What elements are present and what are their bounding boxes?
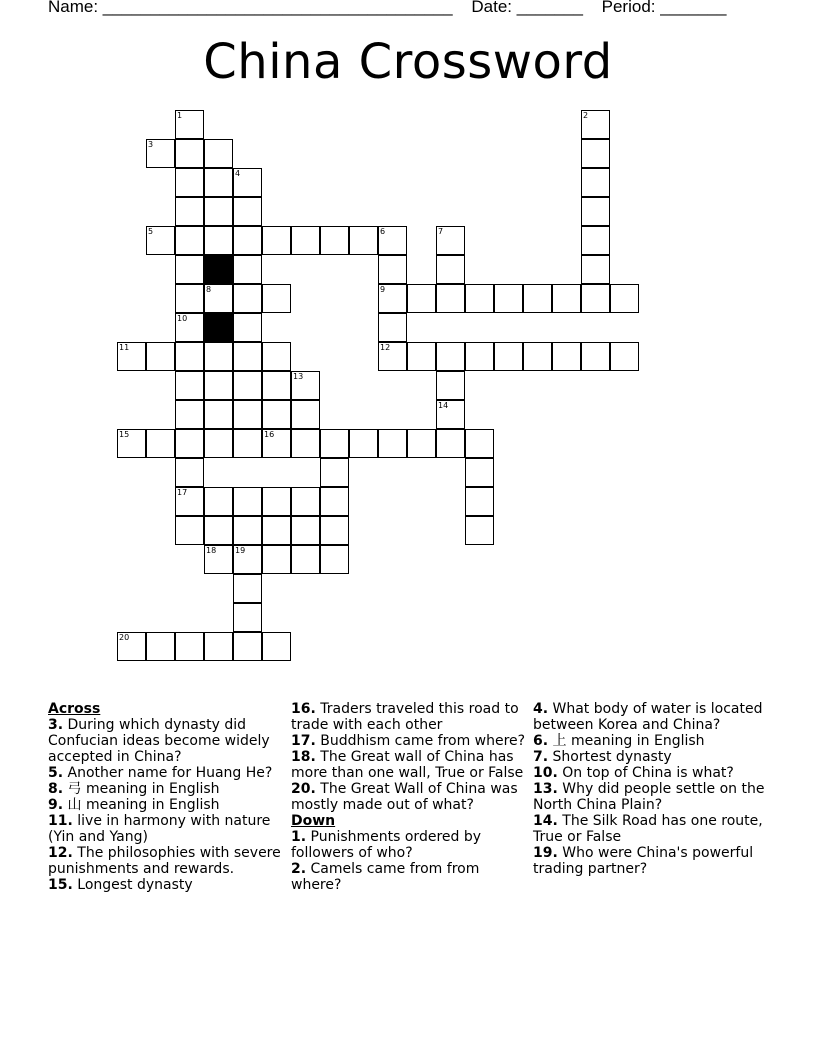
crossword-cell[interactable] [581, 168, 610, 197]
clue-item-text: Why did people settle on the North China Plain? [533, 781, 765, 813]
crossword-cell[interactable] [378, 226, 407, 255]
crossword-cell[interactable] [320, 429, 349, 458]
clue-item-number: 9. [48, 797, 64, 813]
name-field-label: Name: _____________________________________ [48, 0, 453, 16]
crossword-cell[interactable] [581, 110, 610, 139]
clue-item-text: What body of water is located between Korea and China? [533, 701, 763, 733]
clue-item-number: 12. [48, 845, 73, 861]
crossword-cell[interactable] [117, 429, 146, 458]
clue-number: 3 [148, 140, 154, 149]
crossword-cell[interactable] [465, 429, 494, 458]
crossword-cell[interactable] [233, 255, 262, 284]
crossword-cell[interactable] [233, 574, 262, 603]
clue-number: 6 [380, 227, 386, 236]
crossword-cell[interactable] [262, 342, 291, 371]
crossword-cell[interactable] [436, 429, 465, 458]
crossword-cell[interactable] [204, 400, 233, 429]
clue-item-number: 16. [291, 701, 316, 717]
crossword-cell[interactable] [581, 255, 610, 284]
crossword-cell[interactable] [175, 226, 204, 255]
crossword-cell[interactable] [233, 342, 262, 371]
crossword-cell[interactable] [291, 516, 320, 545]
clue-item [533, 701, 769, 733]
crossword-cell[interactable] [233, 603, 262, 632]
crossword-cell[interactable] [465, 284, 494, 313]
crossword-block [204, 313, 233, 342]
page-title: China Crossword [203, 34, 613, 90]
crossword-cell[interactable] [175, 400, 204, 429]
clue-column-3 [533, 701, 769, 877]
crossword-cell[interactable] [349, 429, 378, 458]
clue-item-number: 19. [533, 845, 558, 861]
clue-number: 12 [380, 343, 391, 352]
crossword-cell[interactable] [523, 342, 552, 371]
crossword-cell[interactable] [262, 400, 291, 429]
crossword-cell[interactable] [146, 632, 175, 661]
clue-item-text: Longest dynasty [72, 877, 193, 893]
clue-number: 17 [177, 488, 188, 497]
date-field-label: Date: _______ [471, 0, 583, 16]
crossword-cell[interactable] [378, 429, 407, 458]
clue-item-number: 20. [291, 781, 316, 797]
crossword-cell[interactable] [175, 458, 204, 487]
crossword-cell[interactable] [610, 284, 639, 313]
crossword-cell[interactable] [465, 516, 494, 545]
crossword-cell[interactable] [552, 284, 581, 313]
clue-item-number: 11. [48, 813, 73, 829]
crossword-cell[interactable] [175, 168, 204, 197]
clue-item [48, 797, 284, 813]
clue-item-text: 弓 meaning in English [63, 781, 220, 797]
clue-item [533, 813, 769, 845]
clue-item-text: The philosophies with severe punishments and rewards. [48, 845, 281, 877]
clue-item-number: 2. [291, 861, 307, 877]
clue-item-number: 15. [48, 877, 73, 893]
clue-number: 16 [264, 430, 275, 439]
clue-item-number: 3. [48, 717, 64, 733]
crossword-cell[interactable] [436, 284, 465, 313]
clue-item-text: The Great wall of China has more than one wall, True or False [291, 749, 524, 781]
clue-item-text: 山 meaning in English [63, 797, 220, 813]
crossword-cell[interactable] [146, 429, 175, 458]
crossword-cell[interactable] [204, 516, 233, 545]
clue-item [48, 845, 284, 877]
crossword-cell[interactable] [465, 487, 494, 516]
clue-item [533, 781, 769, 813]
clue-item-number: 5. [48, 765, 64, 781]
crossword-cell[interactable] [204, 371, 233, 400]
across-heading: Across [48, 701, 101, 717]
crossword-cell[interactable] [291, 545, 320, 574]
clue-item-text: The Silk Road has one route, True or False [533, 813, 763, 845]
clue-item [48, 877, 284, 893]
crossword-cell[interactable] [175, 284, 204, 313]
crossword-cell[interactable] [175, 632, 204, 661]
clue-item [48, 781, 284, 797]
clue-item [291, 861, 527, 893]
down-heading: Down [291, 813, 336, 829]
crossword-cell[interactable] [436, 226, 465, 255]
clue-item-number: 13. [533, 781, 558, 797]
clue-item-text: On top of China is what? [557, 765, 734, 781]
clue-item [533, 845, 769, 877]
clue-item-text: During which dynasty did Confucian ideas become widely accepted in China? [48, 717, 270, 765]
crossword-cell[interactable] [349, 226, 378, 255]
clue-number: 9 [380, 285, 386, 294]
crossword-cell[interactable] [552, 342, 581, 371]
crossword-cell[interactable] [204, 226, 233, 255]
clue-item-text: Shortest dynasty [548, 749, 672, 765]
clue-item-text: Buddhism came from where? [315, 733, 526, 749]
crossword-cell[interactable] [233, 371, 262, 400]
clue-item [291, 781, 527, 813]
crossword-cell[interactable] [581, 139, 610, 168]
crossword-cell[interactable] [204, 284, 233, 313]
crossword-cell[interactable] [320, 487, 349, 516]
crossword-cell[interactable] [407, 342, 436, 371]
crossword-cell[interactable] [262, 429, 291, 458]
clue-item [48, 765, 284, 781]
clue-number: 15 [119, 430, 130, 439]
crossword-cell[interactable] [233, 168, 262, 197]
clue-item-number: 18. [291, 749, 316, 765]
clue-item [533, 765, 769, 781]
crossword-cell[interactable] [204, 342, 233, 371]
clue-number: 13 [293, 372, 304, 381]
clue-item [48, 717, 284, 765]
crossword-cell[interactable] [436, 255, 465, 284]
clue-number: 7 [438, 227, 444, 236]
crossword-cell[interactable] [175, 313, 204, 342]
crossword-cell[interactable] [436, 371, 465, 400]
clue-number: 19 [235, 546, 246, 555]
clue-item-number: 1. [291, 829, 307, 845]
crossword-cell[interactable] [146, 139, 175, 168]
clue-number: 10 [177, 314, 188, 323]
clue-item [291, 733, 527, 749]
crossword-cell[interactable] [233, 429, 262, 458]
crossword-cell[interactable] [204, 545, 233, 574]
crossword-cell[interactable] [233, 197, 262, 226]
crossword-cell[interactable] [175, 429, 204, 458]
clue-item [533, 733, 769, 749]
crossword-cell[interactable] [378, 255, 407, 284]
crossword-cell[interactable] [378, 342, 407, 371]
clue-item-text: Punishments ordered by followers of who? [291, 829, 482, 861]
crossword-cell[interactable] [610, 342, 639, 371]
crossword-cell[interactable] [117, 342, 146, 371]
crossword-cell[interactable] [291, 429, 320, 458]
crossword-cell[interactable] [233, 487, 262, 516]
crossword-cell[interactable] [320, 226, 349, 255]
clue-item-number: 8. [48, 781, 64, 797]
crossword-cell[interactable] [204, 429, 233, 458]
clue-item-number: 7. [533, 749, 549, 765]
clue-item-number: 6. [533, 733, 549, 749]
crossword-cell[interactable] [233, 284, 262, 313]
crossword-cell[interactable] [175, 371, 204, 400]
crossword-cell[interactable] [204, 632, 233, 661]
clue-number: 14 [438, 401, 449, 410]
crossword-cell[interactable] [581, 197, 610, 226]
crossword-cell[interactable] [378, 313, 407, 342]
clue-number: 4 [235, 169, 241, 178]
clue-item-text: live in harmony with nature (Yin and Yang) [48, 813, 271, 845]
crossword-cell[interactable] [436, 342, 465, 371]
clue-number: 1 [177, 111, 183, 120]
crossword-cell[interactable] [233, 632, 262, 661]
clue-number: 11 [119, 343, 130, 352]
crossword-cell[interactable] [320, 458, 349, 487]
crossword-cell[interactable] [494, 284, 523, 313]
crossword-cell[interactable] [175, 110, 204, 139]
crossword-cell[interactable] [175, 516, 204, 545]
crossword-cell[interactable] [233, 226, 262, 255]
clue-item-number: 4. [533, 701, 549, 717]
clue-item-text: 上 meaning in English [548, 733, 705, 749]
clue-item-text: Camels came from from where? [291, 861, 480, 893]
crossword-cell[interactable] [233, 516, 262, 545]
crossword-cell[interactable] [581, 284, 610, 313]
crossword-cell[interactable] [175, 197, 204, 226]
crossword-cell[interactable] [146, 342, 175, 371]
clue-number: 8 [206, 285, 212, 294]
clue-number: 5 [148, 227, 154, 236]
clue-column-1 [48, 701, 284, 893]
crossword-cell[interactable] [407, 429, 436, 458]
crossword-cell[interactable] [465, 458, 494, 487]
crossword-cell[interactable] [262, 516, 291, 545]
clue-item [291, 749, 527, 781]
clue-column-2 [291, 701, 527, 893]
crossword-cell[interactable] [262, 545, 291, 574]
crossword-cell[interactable] [175, 342, 204, 371]
clue-item [533, 749, 769, 765]
clue-item-text: Traders traveled this road to trade with each other [291, 701, 519, 733]
crossword-cell[interactable] [262, 284, 291, 313]
clue-item [291, 701, 527, 733]
crossword-cell[interactable] [291, 400, 320, 429]
clue-item [291, 829, 527, 861]
crossword-cell[interactable] [262, 226, 291, 255]
crossword-cell[interactable] [581, 342, 610, 371]
clue-item-text: Who were China's powerful trading partner? [533, 845, 754, 877]
crossword-cell[interactable] [262, 487, 291, 516]
crossword-cell[interactable] [175, 255, 204, 284]
crossword-cell[interactable] [523, 284, 552, 313]
crossword-block [204, 255, 233, 284]
clue-item-number: 14. [533, 813, 558, 829]
crossword-cell[interactable] [581, 226, 610, 255]
crossword-cell[interactable] [407, 284, 436, 313]
crossword-cell[interactable] [291, 487, 320, 516]
crossword-cell[interactable] [465, 342, 494, 371]
crossword-cell[interactable] [204, 197, 233, 226]
crossword-cell[interactable] [378, 284, 407, 313]
clue-number: 20 [119, 633, 130, 642]
crossword-cell[interactable] [320, 545, 349, 574]
crossword-cell[interactable] [320, 516, 349, 545]
clue-item-text: The Great Wall of China was mostly made out of what? [291, 781, 518, 813]
crossword-cell[interactable] [146, 226, 175, 255]
crossword-cell[interactable] [233, 545, 262, 574]
crossword-cell[interactable] [262, 371, 291, 400]
crossword-cell[interactable] [233, 313, 262, 342]
clue-item-number: 10. [533, 765, 558, 781]
clue-item-number: 17. [291, 733, 316, 749]
crossword-cell[interactable] [204, 168, 233, 197]
clue-item-text: Another name for Huang He? [63, 765, 273, 781]
crossword-cell[interactable] [262, 632, 291, 661]
period-field-label: Period: _______ [601, 0, 727, 16]
crossword-cell[interactable] [291, 371, 320, 400]
clue-number: 18 [206, 546, 217, 555]
crossword-cell[interactable] [175, 139, 204, 168]
crossword-cell[interactable] [117, 632, 146, 661]
clue-item [48, 813, 284, 845]
crossword-cell[interactable] [291, 226, 320, 255]
clue-number: 2 [583, 111, 589, 120]
crossword-cell[interactable] [204, 487, 233, 516]
crossword-cell[interactable] [204, 139, 233, 168]
crossword-cell[interactable] [494, 342, 523, 371]
crossword-cell[interactable] [175, 487, 204, 516]
crossword-cell[interactable] [233, 400, 262, 429]
crossword-cell[interactable] [436, 400, 465, 429]
